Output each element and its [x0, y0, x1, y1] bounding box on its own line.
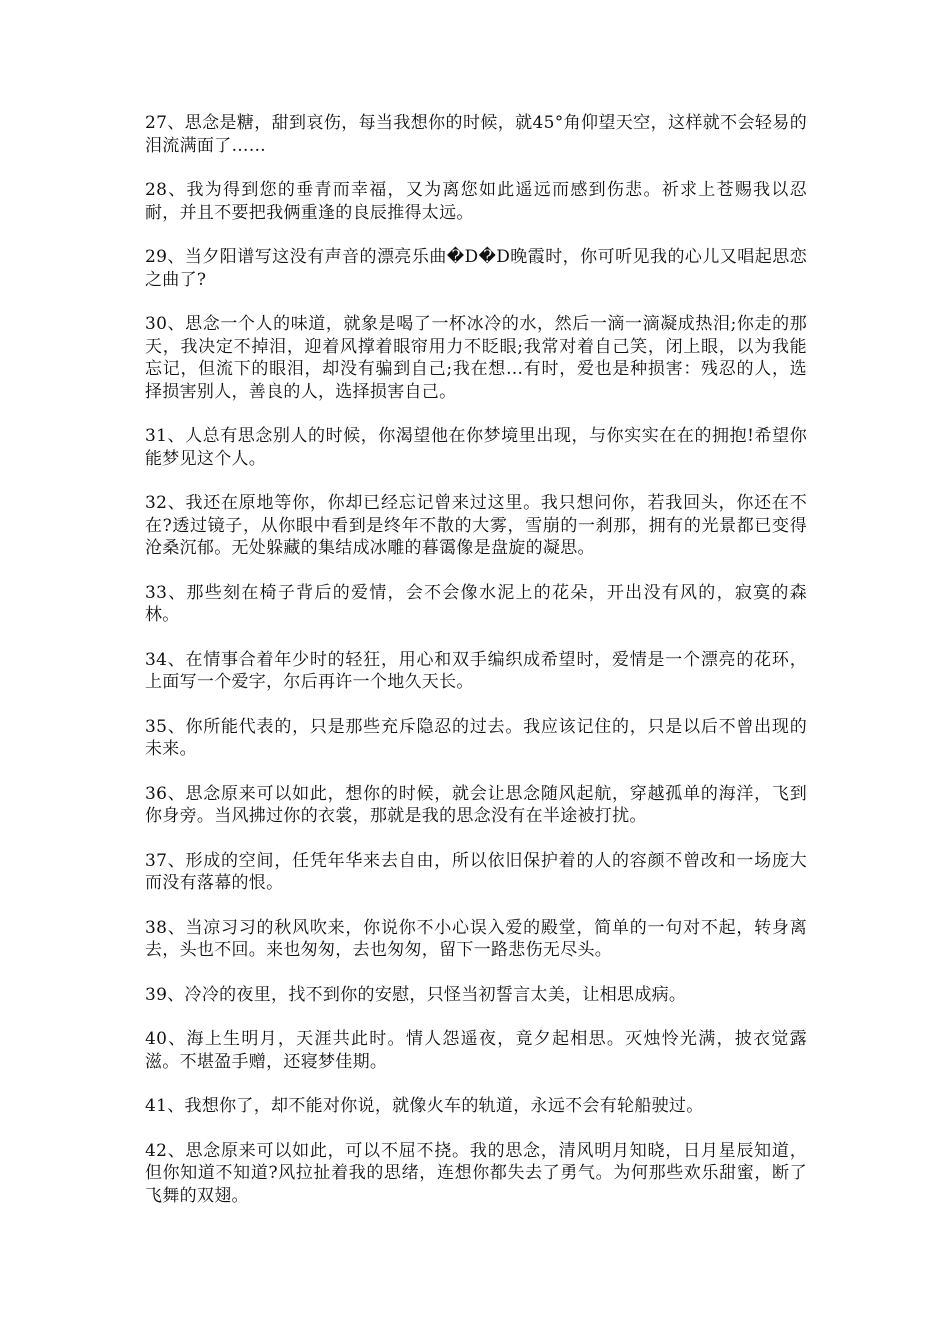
paragraph-41: 41、我想你了，却不能对你说，就像火车的轨道，永远不会有轮船驶过。 [145, 1096, 704, 1116]
paragraph-34: 34、在情事合着年少时的轻狂，用心和双手编织成希望时，爱情是一个漂亮的花环，上面写一个爱字，尔后再许一个地久天长。 [145, 649, 807, 692]
paragraph-39: 39、冷冷的夜里，找不到你的安慰，只怪当初誓言太美，让相思成病。 [145, 984, 687, 1005]
paragraph-31: 31、人总有思念别人的时候，你渴望他在你梦境里出现，与你实实在在的拥抱!希望你能梦见这个人。 [145, 426, 807, 469]
paragraph-27: 27、思念是糖，甜到哀伤，每当我想你的时候，就45°角仰望天空，这样就不会轻易的泪流满面了…… [145, 113, 807, 156]
document-body [145, 112, 807, 1229]
paragraph-38: 38、当凉习习的秋风吹来，你说你不小心误入爱的殿堂，简单的一句对不起，转身离去，头也不回。来也匆匆，去也匆匆，留下一路悲伤无尽头。 [145, 917, 807, 960]
paragraph-32: 32、我还在原地等你，你却已经忘记曾来过这里。我只想问你，若我回头，你还在不在?透过镜子，从你眼中看到是终年不散的大雾，雪崩的一刹那，拥有的光景都已变得沧桑沉郁。无处躲藏的集结成冰雕的暮霭像是盘旋的凝思。 [145, 493, 807, 558]
paragraph-30: 30、思念一个人的味道，就象是喝了一杯冰冷的水，然后一滴一滴凝成热泪;你走的那天，我决定不掉泪，迎着风撑着眼帘用力不眨眼;我常对着自己笑，闭上眼，以为我能忘记，但流下的眼泪，却没有骗到自己;我在想…有时，爱也是种损害：残忍的人，选择损害别人，善良的人，选择损害自己。 [145, 314, 807, 402]
paragraph-28: 28、我为得到您的垂青而幸福，又为离您如此遥远而感到伤悲。祈求上苍赐我以忍耐，并且不要把我俩重逢的良辰推得太远。 [145, 180, 807, 223]
paragraph-42: 42、思念原来可以如此，可以不屈不挠。我的思念，清风明月知晓，日月星辰知道，但你知道不知道?风拉扯着我的思绪，连想你都失去了勇气。为何那些欢乐甜蜜，断了飞舞的双翅。 [145, 1140, 807, 1206]
paragraph-33: 33、那些刻在椅子背后的爱情，会不会像水泥上的花朵，开出没有风的，寂寞的森林。 [145, 582, 807, 625]
paragraph-35: 35、你所能代表的，只是那些充斥隐忍的过去。我应该记住的，只是以后不曾出现的未来。 [145, 716, 807, 759]
paragraph-37: 37、形成的空间，任凭年华来去自由，所以依旧保护着的人的容颜不曾改和一场庞大而没有落幕的恨。 [145, 850, 807, 893]
paragraph-36: 36、思念原来可以如此，想你的时候，就会让思念随风起航，穿越孤单的海洋，飞到你身旁。当风拂过你的衣裳，那就是我的思念没有在半途被打扰。 [145, 783, 807, 826]
paragraph-40: 40、海上生明月，天涯共此时。情人怨遥夜，竟夕起相思。灭烛怜光满，披衣觉露滋。不堪盈手赠，还寝梦佳期。 [145, 1029, 807, 1072]
paragraph-29: 29、当夕阳谱写这没有声音的漂亮乐曲�D�D晚霞时，你可听见我的心儿又唱起思恋之曲了? [145, 247, 807, 290]
